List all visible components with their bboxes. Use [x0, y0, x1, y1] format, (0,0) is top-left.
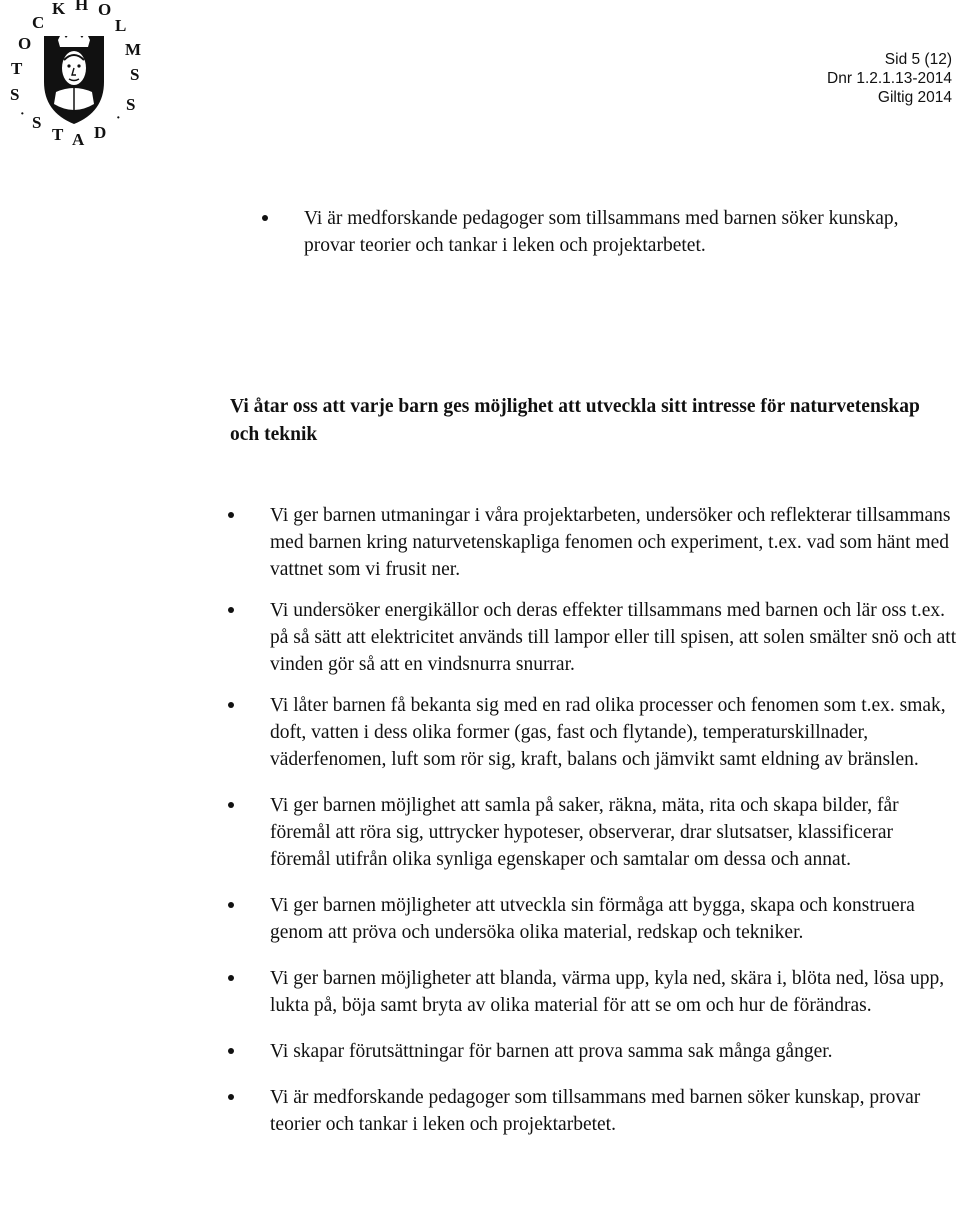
svg-text:T: T: [52, 125, 64, 144]
stockholms-stad-logo: [2, 0, 144, 148]
list-item: [228, 1084, 958, 1138]
list-item-text: Vi undersöker energikällor och deras effekter tillsammans med barnen och lär oss t.ex. på så sätt att elektricitet används till lampor eller till spisen, att solen smälter snö och att vinden gör så att en vindsnurra snurrar.: [270, 600, 957, 675]
list-item: [228, 792, 958, 873]
list-item: [228, 965, 958, 1019]
svg-text:C: C: [32, 13, 45, 32]
svg-text:K: K: [52, 0, 66, 18]
svg-text:S: S: [130, 65, 140, 84]
svg-text:O: O: [98, 0, 112, 19]
intro-bullet-list: [262, 205, 902, 259]
list-item-text: Vi ger barnen möjligheter att utveckla sin förmåga att bygga, skapa och konstruera genom att pröva och undersöka olika material, redskap och tekniker.: [270, 895, 915, 943]
list-item-text: Vi ger barnen utmaningar i våra projektarbeten, undersöker och reflekterar tillsammans med barnen kring naturvetenskapliga fenomen och experiment, t.ex. vad som hänt med vattnet som vi frusit ner.: [270, 505, 951, 580]
bullet-icon: [228, 1048, 234, 1054]
commitment-bullet-list: [228, 502, 958, 1152]
svg-text:L: L: [115, 16, 127, 35]
list-item-text: Vi ger barnen möjligheter att blanda, värma upp, kyla ned, skära i, blöta ned, lösa upp, lukta på, böja samt bryta av olika material för att se om och hur de förändras.: [270, 968, 945, 1016]
list-item: [228, 502, 958, 583]
list-item: [262, 205, 902, 259]
page-number: Sid 5 (12): [884, 51, 952, 68]
list-item-text: Vi är medforskande pedagoger som tillsammans med barnen söker kunskap, provar teorier och tankar i leken och projektarbetet.: [304, 208, 899, 256]
document-dnr: Dnr 1.2.1.13-2014: [827, 70, 952, 87]
svg-text:S: S: [32, 113, 42, 132]
svg-text:·: ·: [20, 107, 25, 122]
svg-text:D: D: [94, 123, 107, 142]
svg-text:·: ·: [116, 111, 121, 126]
bullet-icon: [228, 512, 234, 518]
bullet-icon: [228, 802, 234, 808]
document-header-meta: [827, 50, 952, 107]
bullet-icon: [262, 215, 268, 221]
svg-text:M: M: [125, 40, 142, 59]
bullet-icon: [228, 975, 234, 981]
list-item-text: Vi skapar förutsättningar för barnen att prova samma sak många gånger.: [270, 1041, 833, 1062]
bullet-icon: [228, 607, 234, 613]
list-item-text: Vi är medforskande pedagoger som tillsammans med barnen söker kunskap, provar teorier och tankar i leken och projektarbetet.: [270, 1087, 921, 1135]
bullet-icon: [228, 1094, 234, 1100]
list-item: [228, 692, 958, 773]
section-title: Vi åtar oss att varje barn ges möjlighet att utveckla sitt intresse för naturvetenskap och teknik: [230, 396, 920, 445]
svg-text:O: O: [18, 34, 32, 53]
svg-text:H: H: [75, 0, 89, 14]
svg-text:S: S: [10, 85, 20, 104]
svg-text:S: S: [126, 95, 136, 114]
list-item: [228, 597, 958, 678]
list-item-text: Vi låter barnen få bekanta sig med en rad olika processer och fenomen som t.ex. smak, doft, vatten i dess olika former (gas, fast och flytande), temperaturskillnader, väderfenomen, luft som rör sig, kraft, balans och jämvikt samt eldning av bränslen.: [270, 695, 946, 770]
bullet-icon: [228, 902, 234, 908]
list-item-text: Vi ger barnen möjlighet att samla på saker, räkna, mäta, rita och skapa bilder, får föremål att röra sig, uttrycker hypoteser, observerar, drar slutsatser, klassificerar föremål utifrån olika synliga egenskaper och samtalar om dessa och annat.: [270, 795, 899, 870]
validity: Giltig 2014: [877, 89, 952, 106]
svg-text:A: A: [72, 130, 85, 148]
list-item: [228, 1038, 958, 1065]
list-item: [228, 892, 958, 946]
svg-text:T: T: [11, 59, 23, 78]
bullet-icon: [228, 702, 234, 708]
